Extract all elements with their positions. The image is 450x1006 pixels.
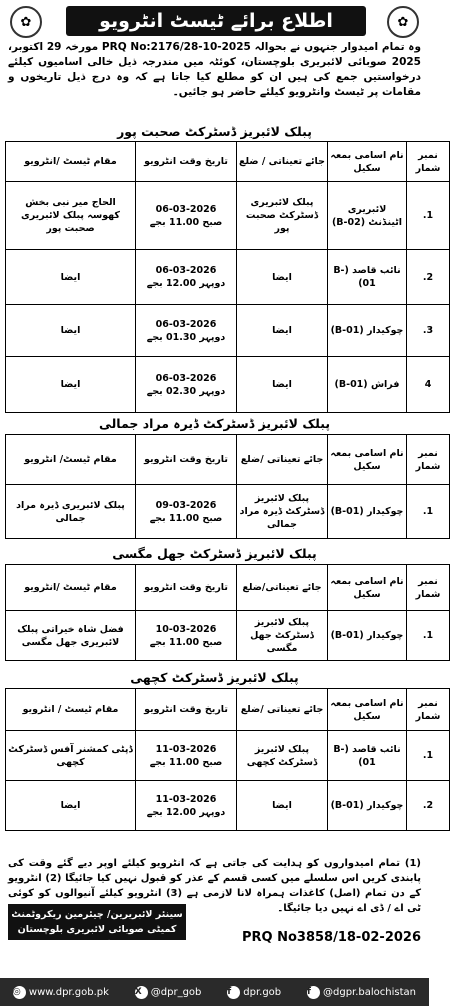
cell-date: 11-03-2026 bbox=[155, 793, 217, 805]
cell-post: نائب قاصد (B-01) bbox=[328, 250, 407, 305]
cell-place: ایضا bbox=[237, 305, 328, 357]
cell-date: 06-03-2026 bbox=[155, 372, 217, 384]
cell-time: دوپہر 12.00 بجے bbox=[146, 278, 226, 289]
cell-datetime bbox=[136, 305, 237, 357]
cell-place: پبلک لائبریز ڈسٹرکٹ ڈیرہ مراد جمالی bbox=[237, 485, 328, 539]
cell-post: نائب قاصد (B-01) bbox=[328, 731, 407, 781]
cell-serial: 3. bbox=[407, 305, 450, 357]
cell-post: لائبریری اٹینڈنٹ (B-02) bbox=[328, 182, 407, 250]
cell-datetime bbox=[136, 611, 237, 661]
table-sohbatpur bbox=[5, 141, 450, 413]
header-datetime: تاریخ وقت انٹرویو bbox=[136, 689, 237, 731]
table-dera-murad-jamali bbox=[5, 434, 450, 539]
header-place: جائے تعیناتی / ضلع bbox=[237, 142, 328, 182]
cell-serial: 2. bbox=[407, 250, 450, 305]
cell-datetime bbox=[136, 182, 237, 250]
cell-date: 06-03-2026 bbox=[155, 203, 217, 215]
table-row bbox=[6, 485, 450, 539]
header-datetime: تاریخ وقت انٹرویو bbox=[136, 142, 237, 182]
facebook-icon: f bbox=[307, 986, 320, 999]
cell-time: دوپہر 01.30 بجے bbox=[146, 331, 226, 343]
cell-serial: 1. bbox=[407, 182, 450, 250]
cell-post: چوکیدار (B-01) bbox=[328, 781, 407, 831]
header-place: جائے تعیناتی/ضلع bbox=[237, 565, 328, 611]
intro-paragraph: وہ تمام امیدوار جنہوں نے بحوالہ PRQ No:2176/28-10-2025 مورخہ 29 اکتوبر، 2025 صوبائی لائبریری بلوچستان، کوئٹہ میں مندرجہ ذیل خالی اسامیوں کیلئے درخواستیں جمع کی ہیں ان کو مطلع کیا جاتا ہے کہ وہ درج ذیل تاریخوں و مقامات پر ٹیسٹ وانٹرویو کیلئے حاضر ہو جائیں۔ bbox=[8, 41, 421, 98]
header-venue: مقام ٹیسٹ /انٹرویو bbox=[6, 565, 136, 611]
table-row bbox=[6, 182, 450, 250]
footer-x[interactable] bbox=[135, 986, 202, 999]
header-datetime: تاریخ وقت انٹرویو bbox=[136, 565, 237, 611]
cell-datetime bbox=[136, 731, 237, 781]
header-datetime: تاریخ وقت انٹرویو bbox=[136, 435, 237, 485]
header-serial: نمبر شمار bbox=[407, 689, 450, 731]
cell-post: چوکیدار (B-01) bbox=[328, 485, 407, 539]
cell-post: چوکیدار (B-01) bbox=[328, 305, 407, 357]
cell-time: صبح 11.00 بجے bbox=[149, 512, 223, 524]
header-place: جائے تعیناتی /ضلع bbox=[237, 435, 328, 485]
signature-line-1: سینئر لائبریرین/ چیئرمین ریکروٹمنٹ bbox=[11, 909, 183, 920]
cell-datetime bbox=[136, 250, 237, 305]
header-venue: مقام ٹیسٹ / انٹرویو bbox=[6, 689, 136, 731]
header-serial: نمبر شمار bbox=[407, 142, 450, 182]
header-venue: مقام ٹیسٹ/ انٹرویو bbox=[6, 435, 136, 485]
cell-datetime bbox=[136, 357, 237, 413]
cell-place: پبلک لائبریز ڈسٹرکٹ جھل مگسی bbox=[237, 611, 328, 661]
cell-post: چوکیدار (B-01) bbox=[328, 611, 407, 661]
cell-place: پبلک لائبریری ڈسٹرکٹ صحبت پور bbox=[237, 182, 328, 250]
section-title-jhal-magsi: پبلک لائبریز ڈسٹرکٹ جھل مگسی bbox=[112, 546, 317, 561]
cell-time: صبح 11.00 بجے bbox=[149, 636, 223, 648]
cell-date: 06-03-2026 bbox=[155, 318, 217, 330]
cell-date: 06-03-2026 bbox=[155, 265, 217, 276]
cell-venue: ڈپٹی کمشنر آفس ڈسٹرکٹ کچھی bbox=[6, 731, 136, 781]
x-handle: @dpr_gob bbox=[150, 986, 202, 998]
facebook-handle: dpr.gob bbox=[243, 986, 282, 998]
cell-venue: ایضا bbox=[6, 305, 136, 357]
header-post: نام اسامی بمعہ سکیل bbox=[328, 689, 407, 731]
signature-line-2: کمیٹی صوبائی لائبریری بلوچستان کوئٹہ bbox=[17, 924, 177, 950]
footer-website[interactable] bbox=[13, 986, 109, 999]
table-row bbox=[6, 781, 450, 831]
header-place: جائے تعیناتی /ضلع bbox=[237, 689, 328, 731]
cell-datetime bbox=[136, 781, 237, 831]
cell-date: 10-03-2026 bbox=[155, 623, 217, 635]
cell-datetime bbox=[136, 485, 237, 539]
website-text: www.dpr.gob.pk bbox=[28, 986, 109, 998]
cell-date: 09-03-2026 bbox=[155, 499, 217, 511]
cell-time: صبح 11.00 بجے bbox=[149, 756, 223, 768]
prq-number: PRQ No3858/18-02-2026 bbox=[241, 930, 421, 945]
cell-serial: 1. bbox=[407, 485, 450, 539]
section-title-dera-murad-jamali: پبلک لائبریز ڈسٹرکٹ ڈیرہ مراد جمالی bbox=[98, 416, 331, 431]
cell-venue: ایضا bbox=[6, 781, 136, 831]
cell-venue: ایضا bbox=[6, 357, 136, 413]
header-serial: نمبر شمار bbox=[407, 565, 450, 611]
signature-block bbox=[8, 904, 186, 950]
cell-venue: فضل شاہ خیراتی پبلک لائبریری جھل مگسی bbox=[6, 611, 136, 661]
cell-time: صبح 11.00 بجے bbox=[149, 216, 223, 228]
cell-date: 11-03-2026 bbox=[155, 743, 217, 755]
cell-time: دوپہر 12.00 بجے bbox=[146, 806, 226, 818]
x-icon: X bbox=[135, 986, 148, 999]
table-jhal-magsi bbox=[5, 564, 450, 661]
header-serial: نمبر شمار bbox=[407, 435, 450, 485]
cell-place: پبلک لائبریز ڈسٹرکٹ کچھی bbox=[237, 731, 328, 781]
facebook-icon: f bbox=[227, 986, 240, 999]
facebook-handle-2: @dgpr.balochistan bbox=[323, 986, 417, 998]
cell-place: ایضا bbox=[237, 781, 328, 831]
header-post: نام اسامی بمعہ سکیل bbox=[328, 142, 407, 182]
header-venue: مقام ٹیسٹ /انٹرویو bbox=[6, 142, 136, 182]
header bbox=[6, 4, 423, 38]
cell-time: دوپہر 02.30 بجے bbox=[146, 385, 226, 397]
cell-place: ایضا bbox=[237, 250, 328, 305]
table-row bbox=[6, 357, 450, 413]
table-row bbox=[6, 250, 450, 305]
globe-icon: ◎ bbox=[13, 986, 26, 999]
footer-bar bbox=[0, 978, 429, 1006]
table-row bbox=[6, 731, 450, 781]
cell-venue: ایضا bbox=[6, 250, 136, 305]
header-post: نام اسامی بمعہ سکیل bbox=[328, 565, 407, 611]
cell-place: ایضا bbox=[237, 357, 328, 413]
cell-serial: 1. bbox=[407, 611, 450, 661]
section-title-kachhi: پبلک لائبریز ڈسٹرکٹ کچھی bbox=[130, 670, 299, 685]
table-row bbox=[6, 611, 450, 661]
cell-serial: 4 bbox=[407, 357, 450, 413]
table-kachhi bbox=[5, 688, 450, 831]
instructions-notes: (1) تمام امیدواروں کو ہدایت کی جاتی ہے کہ انٹرویو کیلئے اوپر دیے گئے وقت کی پابندی کریں اس سلسلے میں کسی قسم کے عذر کو قبول نہیں کیا جائیگا (2) انٹرویو کے دن تمام (اصل) کاغذات ہمراہ لانا لازمی ہے (3) انٹرویو کیلئے آنیوالوں کو کوئی ٹی اے / ڈی اے نہیں دیا جائیگا۔ bbox=[8, 858, 422, 914]
government-emblem-left: ✿ bbox=[10, 6, 42, 38]
cell-venue: پبلک لائبریری ڈیرہ مراد جمالی bbox=[6, 485, 136, 539]
section-title-sohbatpur: پبلک لائبریز ڈسٹرکٹ صحبت پور bbox=[117, 124, 312, 139]
footer-facebook[interactable] bbox=[227, 986, 281, 999]
header-post: نام اسامی بمعہ سکیل bbox=[328, 435, 407, 485]
notice-title: اطلاع برائے ٹیسٹ انٹرویو bbox=[66, 6, 366, 36]
cell-post: فراش (B-01) bbox=[328, 357, 407, 413]
cell-serial: 1. bbox=[407, 731, 450, 781]
footer-facebook-2[interactable] bbox=[307, 986, 416, 999]
cell-venue: الحاج میر نبی بخش کھوسہ پبلک لائبریری صحبت پور bbox=[6, 182, 136, 250]
government-emblem-right: ✿ bbox=[387, 6, 419, 38]
cell-serial: 2. bbox=[407, 781, 450, 831]
table-row bbox=[6, 305, 450, 357]
